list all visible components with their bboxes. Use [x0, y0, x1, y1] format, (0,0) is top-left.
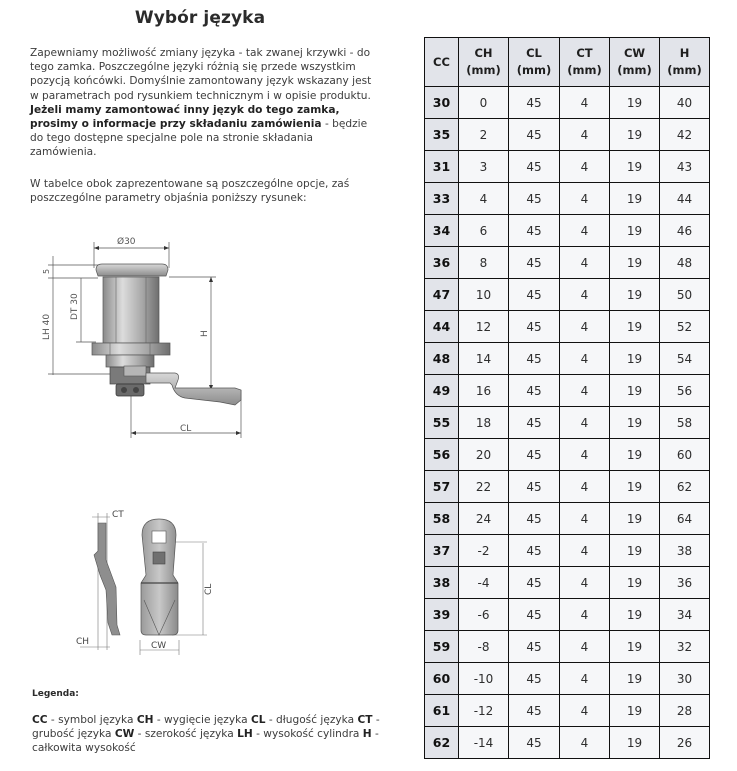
cell-cl: 45 — [509, 247, 560, 279]
legend-desc: - wysokość cylindra — [252, 728, 363, 741]
table-row — [425, 183, 710, 215]
header-cw — [610, 38, 660, 87]
cell-ch: 4 — [459, 183, 509, 215]
cell-cl: 45 — [509, 119, 560, 151]
cell-cc: 33 — [425, 183, 459, 215]
cell-cc: 59 — [425, 631, 459, 663]
cell-ch: 12 — [459, 311, 509, 343]
intro-text-end: - będzie do tego dostępne specjalne pole na stronie składania zamówienia. — [30, 118, 368, 159]
cell-h: 60 — [660, 439, 710, 471]
table-row — [425, 279, 710, 311]
header-label: CH — [474, 46, 493, 60]
legend-desc: - szerokość języka — [134, 728, 238, 741]
cell-cc: 62 — [425, 727, 459, 759]
cell-cc: 47 — [425, 279, 459, 311]
cell-ch: 18 — [459, 407, 509, 439]
legend-code: CL — [250, 714, 266, 726]
lock-technical-drawing — [30, 220, 260, 450]
cell-ct: 4 — [560, 663, 610, 695]
header-label: CT — [576, 46, 593, 60]
cell-cw: 19 — [610, 471, 660, 503]
table-row — [425, 311, 710, 343]
table-row — [425, 695, 710, 727]
cell-cc: 48 — [425, 343, 459, 375]
cell-ch: 6 — [459, 215, 509, 247]
header-h — [660, 38, 710, 87]
table-row — [425, 567, 710, 599]
cell-cc: 55 — [425, 407, 459, 439]
table-body — [425, 87, 710, 759]
table-row — [425, 439, 710, 471]
cell-cl: 45 — [509, 215, 560, 247]
cell-ct: 4 — [560, 407, 610, 439]
header-label: H — [679, 46, 690, 60]
cell-cc: 31 — [425, 151, 459, 183]
cell-cl: 45 — [509, 151, 560, 183]
cell-cl: 45 — [509, 343, 560, 375]
legend-code: H — [362, 728, 372, 741]
cell-cw: 19 — [610, 407, 660, 439]
table-row — [425, 215, 710, 247]
cell-cw: 19 — [610, 247, 660, 279]
header-ct — [560, 38, 610, 87]
cell-h: 38 — [660, 535, 710, 567]
cell-cl: 45 — [509, 407, 560, 439]
cell-ch: 0 — [459, 87, 509, 119]
legend — [32, 713, 392, 756]
cell-ch: 10 — [459, 279, 509, 311]
legend-desc: - długość języka — [265, 714, 358, 726]
cell-cw: 19 — [610, 439, 660, 471]
cell-cl: 45 — [509, 631, 560, 663]
header-ch — [459, 38, 509, 87]
cell-h: 44 — [660, 183, 710, 215]
cell-ct: 4 — [560, 471, 610, 503]
header-unit: (mm) — [667, 63, 702, 77]
header-label: CL — [526, 46, 542, 60]
cell-cc: 60 — [425, 663, 459, 695]
table-row — [425, 151, 710, 183]
legend-title: Legenda: — [32, 689, 79, 699]
table-row — [425, 407, 710, 439]
legend-code: CT — [357, 714, 373, 726]
table-row — [425, 247, 710, 279]
cell-h: 40 — [660, 87, 710, 119]
table-row — [425, 375, 710, 407]
cell-ch: 8 — [459, 247, 509, 279]
cell-cl: 45 — [509, 567, 560, 599]
cell-cw: 19 — [610, 727, 660, 759]
header-unit: (mm) — [567, 63, 602, 77]
top-height-label: 5 — [42, 268, 51, 274]
cell-h: 58 — [660, 407, 710, 439]
cell-ch: 20 — [459, 439, 509, 471]
dt-label: DT 30 — [70, 293, 80, 320]
cell-cl: 45 — [509, 439, 560, 471]
cell-ch: -10 — [459, 663, 509, 695]
cell-cl: 45 — [509, 471, 560, 503]
cell-cw: 19 — [610, 535, 660, 567]
cell-cl: 45 — [509, 599, 560, 631]
cell-cw: 19 — [610, 663, 660, 695]
table-row — [425, 119, 710, 151]
cell-cl: 45 — [509, 183, 560, 215]
header-label: CW — [623, 46, 646, 60]
table-row — [425, 663, 710, 695]
legend-code: LH — [237, 728, 253, 741]
cell-cl: 45 — [509, 279, 560, 311]
cell-h: 26 — [660, 727, 710, 759]
lock-body — [103, 277, 159, 343]
legend-code: CC — [32, 714, 48, 726]
cell-cc: 58 — [425, 503, 459, 535]
intro-text: Zapewniamy możliwość zmiany języka - tak zwanej krzywki - do tego zamka. Poszczególne języki różnią się przede wszystkim pozycją końcówki. Domyślnie zamontowany język wskazany jest w parametrach pod rysunkiem technicznym i w opisie produktu. — [30, 47, 372, 102]
cam-options-table — [424, 37, 710, 759]
cell-ct: 4 — [560, 535, 610, 567]
cell-h: 52 — [660, 311, 710, 343]
table-row — [425, 631, 710, 663]
legend-desc: - wygięcie języka — [153, 714, 251, 726]
table-row — [425, 87, 710, 119]
cell-cl: 45 — [509, 503, 560, 535]
cell-cc: 38 — [425, 567, 459, 599]
cell-ct: 4 — [560, 279, 610, 311]
cell-ct: 4 — [560, 439, 610, 471]
cell-cl: 45 — [509, 87, 560, 119]
cell-ch: -6 — [459, 599, 509, 631]
cell-h: 30 — [660, 663, 710, 695]
cell-cw: 19 — [610, 343, 660, 375]
cell-h: 48 — [660, 247, 710, 279]
cell-cc: 34 — [425, 215, 459, 247]
cw-label: CW — [151, 641, 167, 651]
header-unit: (mm) — [516, 63, 552, 77]
cam-technical-drawing — [60, 495, 240, 665]
table-row — [425, 503, 710, 535]
cell-h: 28 — [660, 695, 710, 727]
cell-h: 64 — [660, 503, 710, 535]
cell-ct: 4 — [560, 727, 610, 759]
cell-ct: 4 — [560, 119, 610, 151]
cell-ct: 4 — [560, 567, 610, 599]
cell-ch: -2 — [459, 535, 509, 567]
cell-ch: -4 — [459, 567, 509, 599]
cell-ct: 4 — [560, 343, 610, 375]
cell-cl: 45 — [509, 311, 560, 343]
cell-ct: 4 — [560, 247, 610, 279]
legend-code: CW — [114, 728, 135, 741]
cell-cl: 45 — [509, 663, 560, 695]
cell-ct: 4 — [560, 183, 610, 215]
table-row — [425, 599, 710, 631]
cell-h: 54 — [660, 343, 710, 375]
cell-cc: 49 — [425, 375, 459, 407]
cell-ch: -8 — [459, 631, 509, 663]
table-explanation-paragraph: W tabelce obok zaprezentowane są poszczególne opcje, zaś poszczególne parametry objaśnia poniższy rysunek: — [30, 178, 350, 205]
header-cc — [425, 38, 459, 87]
cell-cw: 19 — [610, 183, 660, 215]
intro-bold-text: Jeżeli mamy zamontować inny język do tego zamka, prosimy o informacje przy składaniu zamówienia — [30, 103, 340, 131]
cell-cc: 39 — [425, 599, 459, 631]
table-row — [425, 343, 710, 375]
cell-cc: 36 — [425, 247, 459, 279]
cell-ct: 4 — [560, 87, 610, 119]
cell-ct: 4 — [560, 503, 610, 535]
legend-desc: - całkowita wysokość — [32, 728, 379, 755]
header-unit: (mm) — [617, 63, 652, 77]
cell-ch: -14 — [459, 727, 509, 759]
cell-ch: 24 — [459, 503, 509, 535]
cell-cl: 45 — [509, 695, 560, 727]
cell-cc: 37 — [425, 535, 459, 567]
cell-cl: 45 — [509, 727, 560, 759]
cell-cw: 19 — [610, 567, 660, 599]
table-header-row — [425, 38, 710, 87]
cell-cw: 19 — [610, 695, 660, 727]
lock-head — [96, 264, 168, 276]
page-title: Wybór języka — [134, 8, 266, 28]
cell-h: 36 — [660, 567, 710, 599]
cell-h: 32 — [660, 631, 710, 663]
cell-cc: 44 — [425, 311, 459, 343]
cell-cw: 19 — [610, 87, 660, 119]
cell-ct: 4 — [560, 215, 610, 247]
legend-code: CH — [136, 714, 154, 726]
legend-desc: - symbol języka — [47, 714, 137, 726]
cell-ct: 4 — [560, 311, 610, 343]
cell-h: 46 — [660, 215, 710, 247]
header-unit: (mm) — [466, 63, 501, 77]
cell-cw: 19 — [610, 375, 660, 407]
header-label: CC — [433, 54, 450, 69]
cell-ch: 14 — [459, 343, 509, 375]
cell-cc: 61 — [425, 695, 459, 727]
cell-cw: 19 — [610, 119, 660, 151]
cell-cw: 19 — [610, 151, 660, 183]
lh-label: LH 40 — [42, 313, 52, 340]
cell-cl: 45 — [509, 535, 560, 567]
cell-ct: 4 — [560, 151, 610, 183]
header-cl — [509, 38, 560, 87]
cell-h: 62 — [660, 471, 710, 503]
cell-ct: 4 — [560, 599, 610, 631]
cell-cw: 19 — [610, 215, 660, 247]
ch-label: CH — [76, 637, 90, 647]
cell-ch: 2 — [459, 119, 509, 151]
cell-cc: 56 — [425, 439, 459, 471]
cl-label: CL — [180, 424, 192, 434]
cell-ch: -12 — [459, 695, 509, 727]
cell-cw: 19 — [610, 599, 660, 631]
intro-paragraph — [30, 46, 375, 160]
cell-cc: 30 — [425, 87, 459, 119]
cell-h: 34 — [660, 599, 710, 631]
lock-nut — [92, 343, 170, 355]
cell-ct: 4 — [560, 375, 610, 407]
cell-cw: 19 — [610, 311, 660, 343]
cell-cc: 35 — [425, 119, 459, 151]
cell-ch: 3 — [459, 151, 509, 183]
cell-ch: 22 — [459, 471, 509, 503]
cell-cw: 19 — [610, 503, 660, 535]
cell-h: 56 — [660, 375, 710, 407]
table-row — [425, 727, 710, 759]
cell-cc: 57 — [425, 471, 459, 503]
cell-cw: 19 — [610, 279, 660, 311]
diameter-label: Ø30 — [117, 237, 136, 247]
table-row — [425, 535, 710, 567]
cell-ch: 16 — [459, 375, 509, 407]
cell-h: 43 — [660, 151, 710, 183]
lock-cam — [146, 373, 241, 405]
cell-cl: 45 — [509, 375, 560, 407]
cam-cl-label: CL — [204, 583, 214, 595]
cell-h: 42 — [660, 119, 710, 151]
table-row — [425, 471, 710, 503]
legend-desc: - grubość języka — [32, 714, 380, 741]
cell-cw: 19 — [610, 631, 660, 663]
ct-label: CT — [112, 510, 124, 520]
cell-ct: 4 — [560, 695, 610, 727]
cell-ct: 4 — [560, 631, 610, 663]
cell-h: 50 — [660, 279, 710, 311]
h-label: H — [200, 330, 210, 337]
